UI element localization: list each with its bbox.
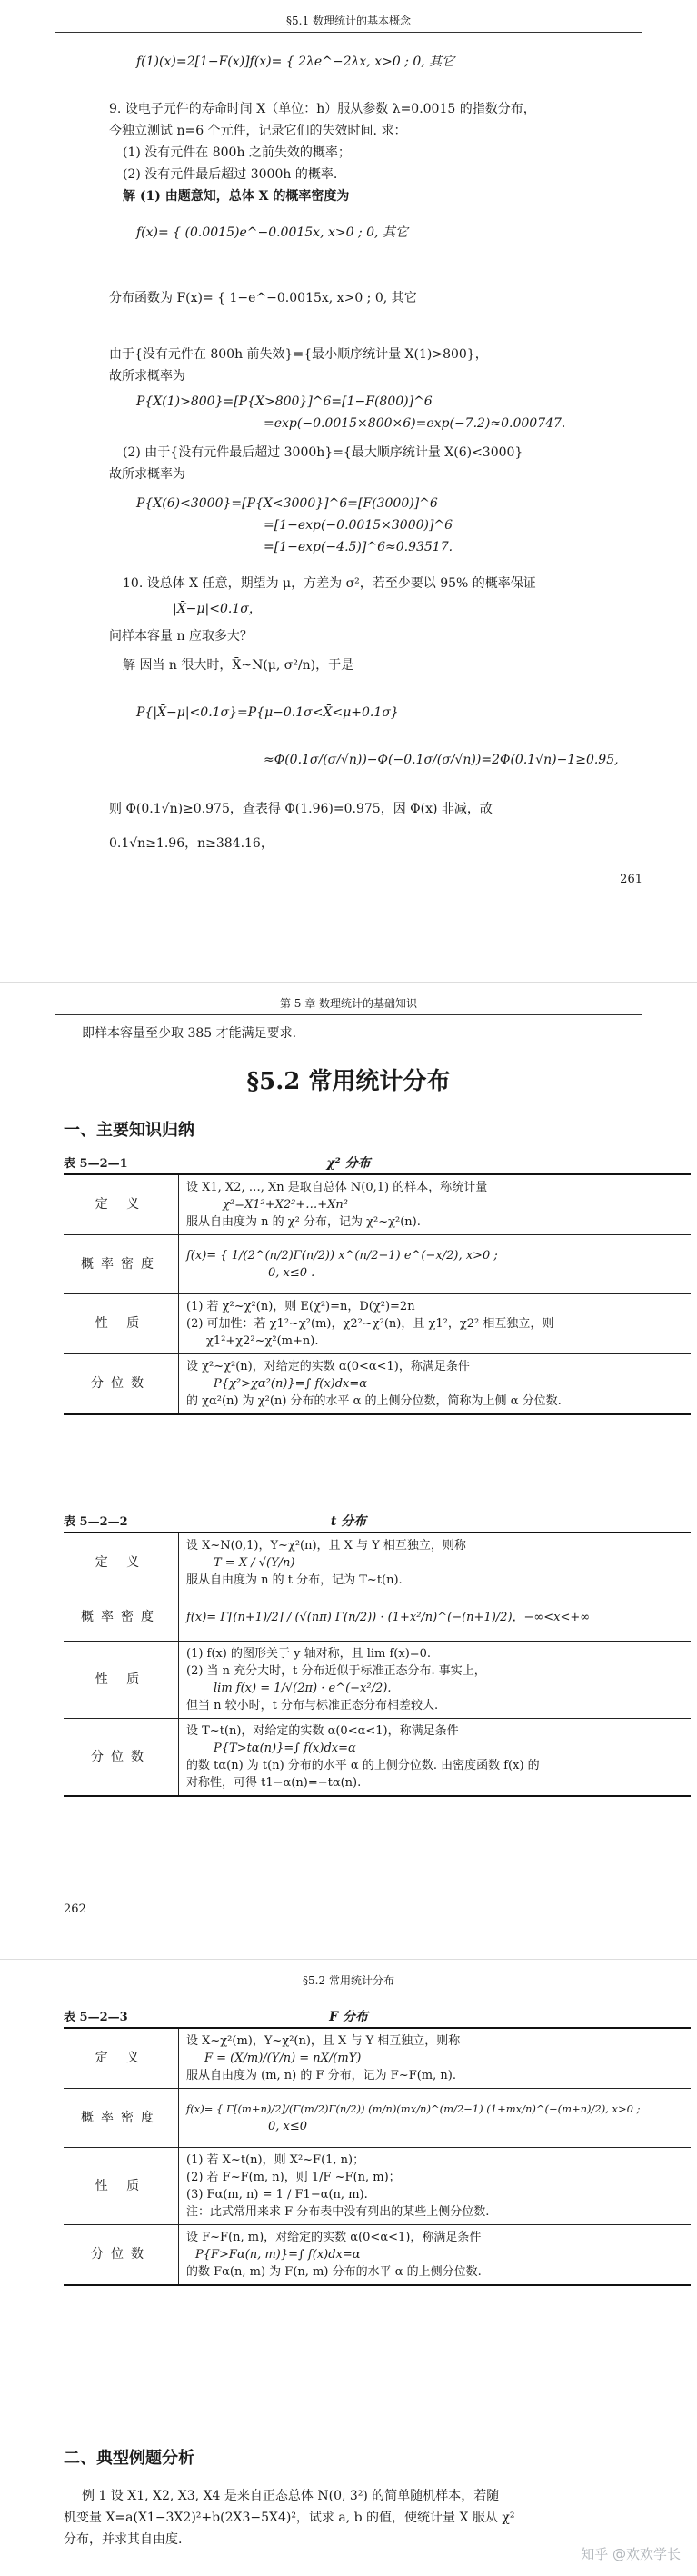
text-line: 则 Φ(0.1√n)≥0.975，查表得 Φ(1.96)=0.975，因 Φ(x) 非减，故 (109, 802, 493, 816)
cell-line: 服从自由度为 n 的 χ² 分布，记为 χ²~χ²(n). (186, 1215, 421, 1229)
table-label: 表 5—2—2 (64, 1515, 128, 1529)
row-head: 定 义 (64, 2028, 179, 2089)
formula: |X̄−μ|<0.1σ， (173, 602, 262, 616)
running-header: §5.1 数理统计的基本概念 (55, 13, 642, 33)
table-label: 表 5—2—1 (64, 1157, 128, 1171)
row-head: 分位数 (64, 1354, 179, 1415)
cell-line: 的 χα²(n) 为 χ²(n) 分布的水平 α 的上侧分位数，简称为上侧 α 分位数. (186, 1394, 562, 1408)
section-title: §5.2 常用统计分布 (246, 1068, 451, 1095)
solution-heading: 解 (1) 由题意知，总体 X 的概率密度为 (123, 189, 350, 204)
formula: P{X(6)<3000}=[P{X<3000}]^6=[F(3000)]^6 (136, 496, 438, 511)
row-content (179, 1719, 692, 1797)
formula: P{|X̄−μ|<0.1σ}=P{μ−0.1σ<X̄<μ+0.1σ} (136, 705, 399, 720)
row-head: 概率密度 (64, 1593, 179, 1642)
table-row (64, 1294, 691, 1354)
row-content (179, 1294, 692, 1354)
row-content (179, 1174, 692, 1235)
table-row (64, 2028, 691, 2089)
problem-10-statement: 10. 设总体 X 任意，期望为 μ，方差为 σ²，若至少要以 95% 的概率保证 (123, 576, 536, 591)
row-head: 定 义 (64, 1533, 179, 1593)
table-row (64, 1235, 691, 1294)
row-content (179, 2225, 692, 2286)
page-number: 261 (620, 873, 642, 886)
text-line: 问样本容量 n 应取多大？ (109, 629, 253, 644)
text-line: (2) 由于{没有元件最后超过 3000h}={最大顺序统计量 X(6)<3000} (123, 445, 523, 460)
text-line: 故所求概率为 (109, 467, 185, 482)
table-row (64, 2089, 691, 2148)
cell-line: (1) 若 X~t(n)，则 X²~F(1, n)； (186, 2153, 365, 2167)
text-line: 故所求概率为 (109, 369, 185, 384)
t-distribution-table (64, 1532, 691, 1797)
formula: P{X(1)>800}=[P{X>800}]^6=[1−F(800)]^6 (136, 394, 433, 409)
cell-line: 的数 Fα(n, m) 为 F(n, m) 分布的水平 α 的上侧分位数. (186, 2265, 482, 2279)
text-line: 0.1√n≥1.96，n≥384.16， (109, 836, 274, 851)
table-title: t 分布 (330, 1514, 367, 1529)
cell-line: (2) 可加性：若 χ1²~χ²(m)，χ2²~χ²(n)，且 χ1²，χ2² 相互独立，则 (186, 1317, 554, 1331)
watermark: 知乎 @欢欢学长 (581, 2546, 681, 2562)
cell-line: (1) f(x) 的图形关于 y 轴对称，且 lim f(x)=0. (186, 1647, 432, 1661)
cell-line: χ²=X1²+X2²+…+Xn² (223, 1198, 348, 1212)
problem-9-statement: 9. 设电子元件的寿命时间 X（单位：h）服从参数 λ=0.0015 的指数分布， (109, 102, 536, 116)
cell-line: (2) 若 F~F(m, n)，则 1/F ~F(n, m)； (186, 2171, 401, 2184)
cell-line: 0, x≤0 (268, 2120, 308, 2133)
page-number: 262 (64, 1902, 86, 1916)
cell-line: P{T>tα(n)}=∫ f(x)dx=α (214, 1742, 356, 1755)
table-row (64, 1593, 691, 1642)
row-content (179, 1642, 692, 1719)
table-title: χ² 分布 (326, 1156, 371, 1171)
formula: f(x)= { (0.0015)e^−0.0015x, x>0 ; 0, 其它 (136, 225, 408, 240)
text-line: (1) 没有元件在 800h 之前失效的概率； (123, 145, 351, 160)
page-261 (0, 0, 697, 964)
row-content (179, 1235, 692, 1294)
table-row (64, 1719, 691, 1797)
text-line: 今独立测试 n=6 个元件，记录它们的失效时间. 求： (109, 124, 407, 138)
cell-line: lim f(x) = 1/√(2π) · e^(−x²/2). (214, 1682, 392, 1695)
text-line: 即样本容量至少取 385 才能满足要求. (82, 1026, 297, 1041)
cell-line: 设 T~t(n)，对给定的实数 α(0<α<1)，称满足条件 (186, 1724, 459, 1738)
formula: =[1−exp(−0.0015×3000)]^6 (264, 518, 453, 533)
chi-square-table (64, 1173, 691, 1415)
cell-line: 0, x≤0 . (268, 1266, 315, 1280)
row-content (179, 2028, 692, 2089)
row-content (179, 2089, 692, 2148)
cell-line: 但当 n 较小时，t 分布与标准正态分布相差较大. (186, 1699, 439, 1712)
cell-line: 设 X~N(0,1)，Y~χ²(n)，且 X 与 Y 相互独立，则称 (186, 1539, 466, 1553)
cell-line: 对称性，可得 t1−α(n)=−tα(n). (186, 1776, 362, 1790)
cell-line: 设 F~F(n, m)，对给定的实数 α(0<α<1)，称满足条件 (186, 2231, 482, 2244)
row-head: 分位数 (64, 1719, 179, 1797)
example-1-statement: 例 1 设 X1, X2, X3, X4 是来自正态总体 N(0, 3²) 的简单随机样本，若随 (82, 2489, 500, 2503)
row-head: 分位数 (64, 2225, 179, 2286)
table-row (64, 1174, 691, 1235)
row-head: 性 质 (64, 2148, 179, 2225)
page-262 (0, 982, 697, 1945)
table-row (64, 1354, 691, 1415)
running-header: 第 5 章 数理统计的基础知识 (55, 995, 642, 1015)
row-content (179, 1354, 692, 1415)
running-header: §5.2 常用统计分布 (55, 1972, 642, 1992)
page-263 (0, 1959, 697, 2576)
cell-line: 注：此式常用来求 F 分布表中没有列出的某些上侧分位数. (186, 2205, 490, 2219)
cell-line: F = (X/m)/(Y/n) = nX/(mY) (204, 2052, 362, 2065)
cell-line: (1) 若 χ²~χ²(n)，则 E(χ²)=n，D(χ²)=2n (186, 1300, 415, 1313)
row-content (179, 1533, 692, 1593)
cell-line: χ1²+χ2²~χ²(m+n). (206, 1334, 319, 1348)
table-row (64, 2148, 691, 2225)
row-head: 性 质 (64, 1294, 179, 1354)
formula: 分布函数为 F(x)= { 1−e^−0.0015x, x>0 ; 0, 其它 (109, 291, 417, 305)
cell-line: f(x)= { 1/(2^(n/2)Γ(n/2)) x^(n/2−1) e^(−x/2), x>0 ; (186, 1249, 498, 1263)
cell-line: 的数 tα(n) 为 t(n) 分布的水平 α 的上侧分位数. 由密度函数 f(x) 的 (186, 1759, 540, 1772)
cell-line: 设 χ²~χ²(n)，对给定的实数 α(0<α<1)，称满足条件 (186, 1360, 470, 1373)
formula: =exp(−0.0015×800×6)=exp(−7.2)≈0.000747. (264, 416, 566, 431)
table-row (64, 2225, 691, 2286)
row-head: 概率密度 (64, 1235, 179, 1294)
subsection-title: 二、典型例题分析 (64, 2449, 194, 2468)
cell-line: 服从自由度为 n 的 t 分布，记为 T~t(n). (186, 1573, 403, 1587)
text-line: 机变量 X=a(X1−3X2)²+b(2X3−5X4)²，试求 a, b 的值，使统计量 X 服从 χ² (64, 2511, 515, 2525)
cell-line: 设 X~χ²(m)，Y~χ²(n)，且 X 与 Y 相互独立，则称 (186, 2034, 461, 2048)
cell-line: 设 X1, X2, …, Xn 是取自总体 N(0,1) 的样本，称统计量 (186, 1181, 488, 1194)
cell-line: f(x)= { Γ[(m+n)/2]/(Γ(m/2)Γ(n/2)) (m/n)(mx/n)^(m/2−1) (1+mx/n)^(−(m+n)/2), x>0 ; (186, 2102, 641, 2115)
table-row (64, 1533, 691, 1593)
cell-line: P{χ²>χα²(n)}=∫ f(x)dx=α (214, 1377, 368, 1391)
formula: =[1−exp(−4.5)]^6≈0.93517. (264, 540, 453, 554)
row-content (179, 2148, 692, 2225)
cell-line: 服从自由度为 (m, n) 的 F 分布，记为 F~F(m, n). (186, 2069, 456, 2082)
row-head: 性 质 (64, 1642, 179, 1719)
cell-line: (3) Fα(m, n) = 1 / F1−α(n, m). (186, 2188, 368, 2202)
cell-line: (2) 当 n 充分大时，t 分布近似于标准正态分布. 事实上， (186, 1664, 486, 1678)
text-line: f(1)(x)=2[1−F(x)]f(x)= { 2λe^−2λx, x>0 ; 0, 其它 (136, 55, 455, 69)
row-head: 概率密度 (64, 2089, 179, 2148)
table-row (64, 1642, 691, 1719)
table-label: 表 5—2—3 (64, 2011, 128, 2024)
row-content (179, 1593, 692, 1642)
text-line: 由于{没有元件在 800h 前失效}={最小顺序统计量 X(1)>800}， (109, 347, 488, 362)
row-head: 定 义 (64, 1174, 179, 1235)
f-distribution-table (64, 2027, 691, 2286)
cell-line: f(x)= Γ[(n+1)/2] / (√(nπ) Γ(n/2)) · (1+x²/n)^(−(n+1)/2)，−∞<x<+∞ (186, 1610, 591, 1624)
text-line: 分布，并求其自由度. (64, 2532, 183, 2547)
formula: ≈Φ(0.1σ/(σ/√n))−Φ(−0.1σ/(σ/√n))=2Φ(0.1√n)−1≥0.95, (264, 753, 619, 767)
cell-line: P{F>Fα(n, m)}=∫ f(x)dx=α (195, 2248, 361, 2261)
table-title: F 分布 (329, 2010, 368, 2024)
solution-heading: 解 因当 n 很大时，X̄~N(μ, σ²/n)，于是 (123, 658, 354, 673)
text-line: (2) 没有元件最后超过 3000h 的概率. (123, 167, 338, 182)
subsection-title: 一、主要知识归纳 (64, 1121, 194, 1140)
cell-line: T = X / √(Y/n) (214, 1556, 295, 1570)
